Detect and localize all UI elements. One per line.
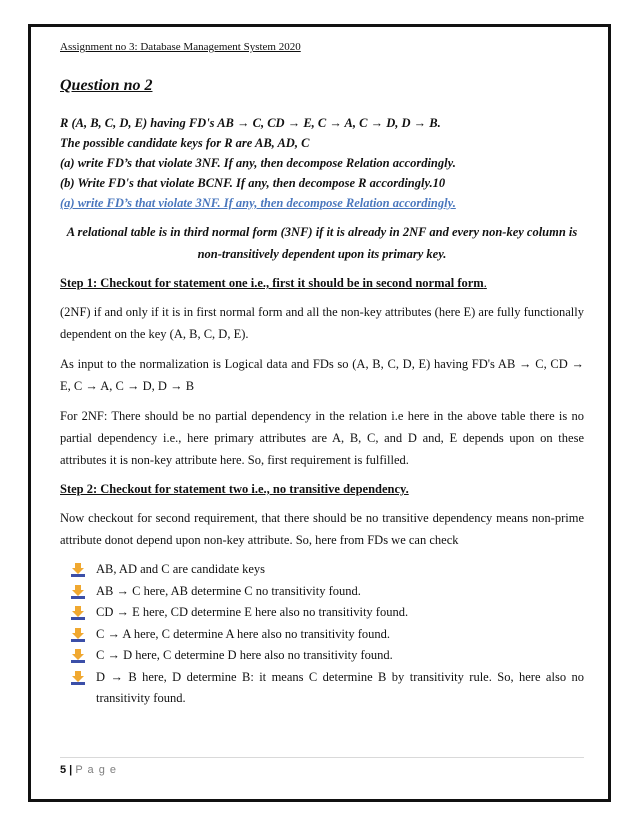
list-item — [70, 581, 584, 603]
arrow-down-bullet-icon — [70, 606, 86, 620]
question-line-b: (b) Write FD's that violate BCNF. If any, then decompose R accordingly.10 — [60, 176, 446, 190]
step1-para-input: As input to the normalization is Logical data and FDs so (A, B, C, D, E) having FD's AB → C, CD → E, C → A, C → D, D → B — [60, 357, 584, 393]
arrow-down-bullet-icon — [70, 585, 86, 599]
step1-heading — [60, 273, 584, 293]
running-header: Assignment no 3: Database Management System 2020 — [60, 41, 301, 53]
page-number: 5 — [60, 764, 67, 776]
list-item-text: AB, AD and C are candidate keys — [96, 562, 266, 576]
page-label: P a g e — [75, 764, 117, 776]
question-title: Question no 2 — [60, 77, 153, 94]
question-link-a[interactable]: (a) write FD’s that violate 3NF. If any, then decompose Relation accordingly. — [60, 196, 456, 210]
arrow-down-bullet-icon — [70, 671, 86, 685]
list-item — [70, 602, 584, 624]
list-item-text: D → B here, D determine B: it means C determine B by transitivity rule. So, here also no transitivity found. — [96, 669, 584, 705]
list-item-text: AB → C here, AB determine C no transitivity found. — [96, 583, 361, 598]
list-item-text: CD → E here, CD determine E here also no transitivity found. — [96, 605, 409, 619]
transitivity-list — [60, 559, 584, 710]
step2-para: Now checkout for second requirement, that there should be no transitive dependency means non-prime attribute donot depend upon non-key attribute. So, here from FDs we can check — [60, 511, 584, 547]
step1-heading-period: . — [483, 276, 487, 290]
list-item-text: C → A here, C determine A here also no transitivity found. — [96, 626, 391, 641]
question-line-relation: R (A, B, C, D, E) having FD's AB → C, CD → E, C → A, C → D, D → B. — [60, 116, 441, 130]
question-line-a: (a) write FD’s that violate 3NF. If any, then decompose Relation accordingly. — [60, 156, 456, 170]
list-item — [70, 667, 584, 710]
page-footer — [60, 757, 584, 776]
arrow-down-bullet-icon — [70, 628, 86, 642]
list-item — [70, 645, 584, 667]
list-item — [70, 624, 584, 646]
3nf-definition: A relational table is in third normal form (3NF) if it is already in 2NF and every non-key column is non-transitively dependent upon its primary key. — [66, 225, 578, 261]
arrow-down-bullet-icon — [70, 563, 86, 577]
step1-heading-text: Step 1: Checkout for statement one i.e., first it should be in second normal form — [60, 276, 484, 290]
step2-heading: Step 2: Checkout for statement two i.e., no transitive dependency. — [60, 482, 409, 496]
list-item — [70, 559, 584, 581]
list-item-text: C → D here, C determine D here also no transitivity found. — [96, 648, 393, 662]
step1-para-partial: For 2NF: There should be no partial dependency in the relation i.e here in the above table there is no partial dependency i.e., here primary attributes are A, B, C, and D and, E depends upon on these attributes it is non-key attribute here. So, first requirement is fulfilled. — [60, 409, 584, 467]
step1-para-2nf: (2NF) if and only if it is in first normal form and all the non-key attributes (here E) are fully functionally dependent on the key (A, B, C, D, E). — [60, 305, 584, 341]
question-line-keys: The possible candidate keys for R are AB, AD, C — [60, 136, 310, 150]
document-page — [28, 24, 611, 802]
arrow-down-bullet-icon — [70, 649, 86, 663]
page-separator: | — [66, 764, 76, 776]
page-content — [60, 41, 584, 710]
